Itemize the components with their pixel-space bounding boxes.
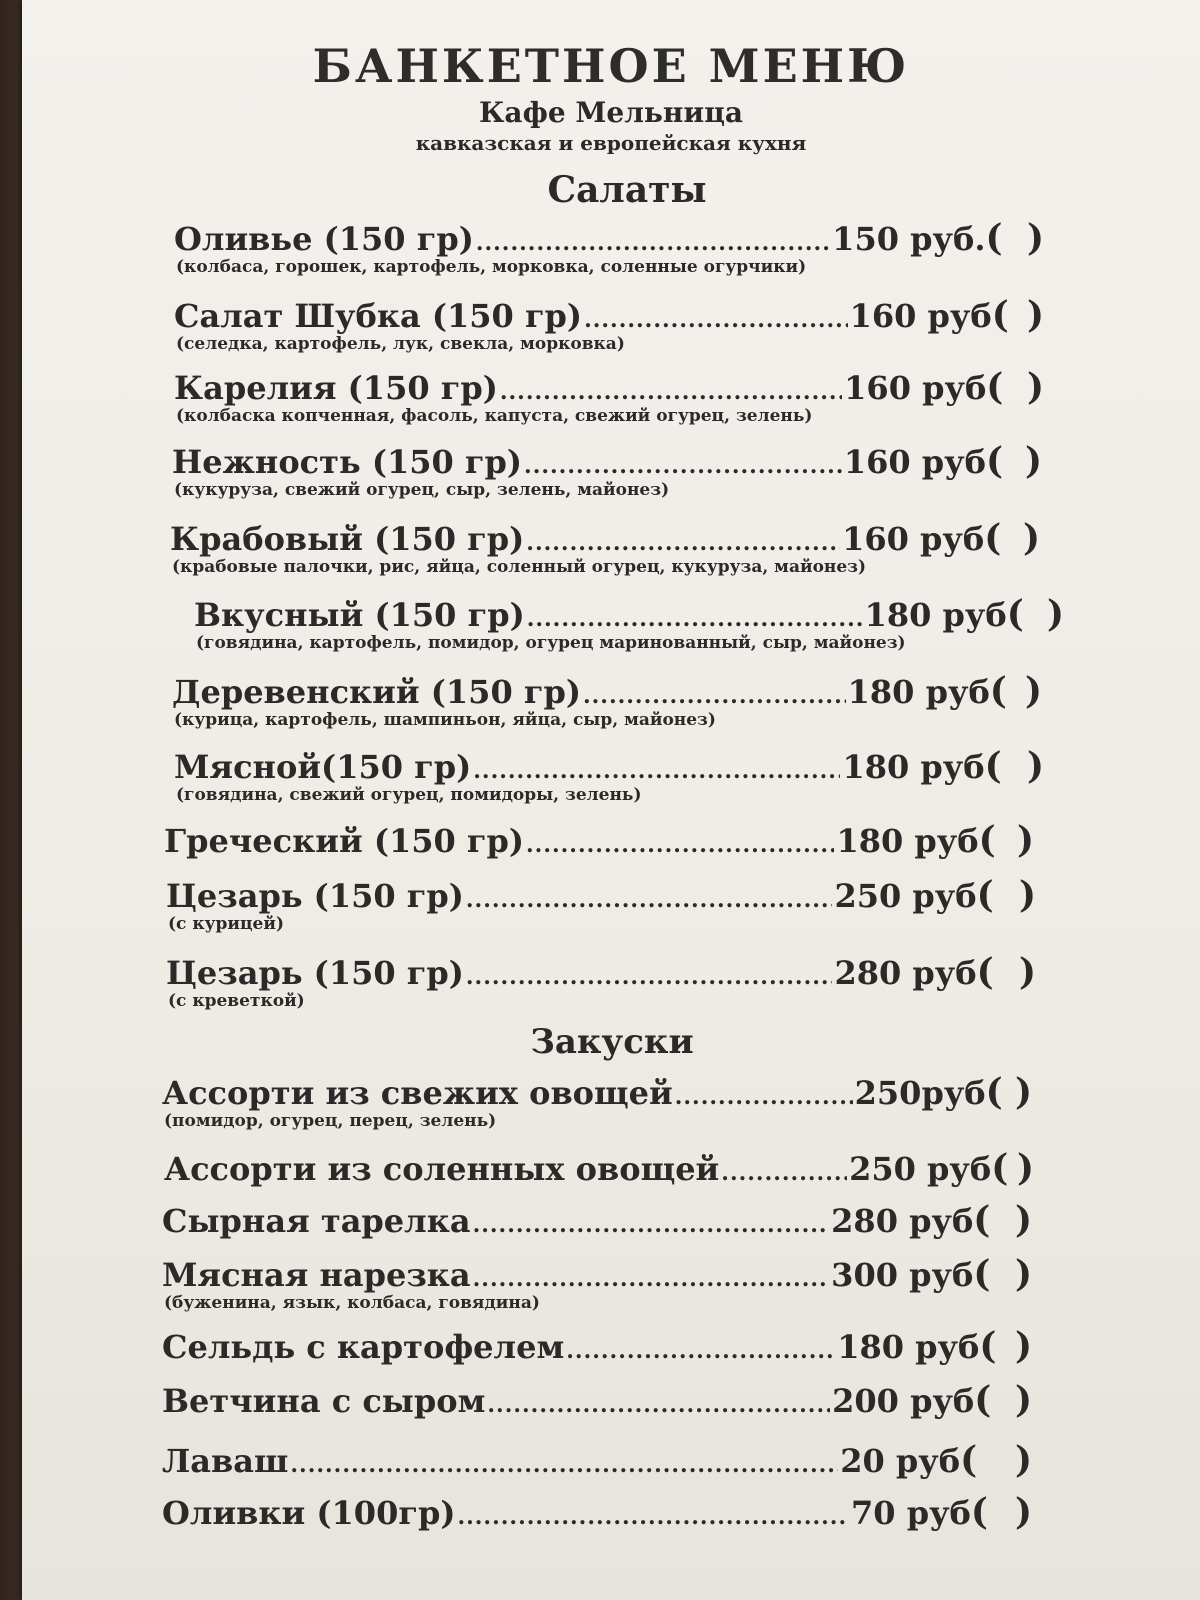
salad-item-description: (курица, картофель, шампиньон, яйца, сыр, майонез) [174,710,716,730]
salad-item-name: Оливье (150 гр) [174,220,474,258]
snack-item-row [162,1492,1032,1537]
snack-item-row [164,1148,1034,1193]
dot-leader [473,1205,830,1245]
quantity-paren-open: ( [979,1325,997,1367]
quantity-paren-open: ( [985,1071,1003,1113]
snack-item [162,1326,1032,1371]
salad-item [172,441,1042,500]
snack-item-description: (помидор, огурец, перец, зелень) [164,1111,497,1131]
quantity-paren-open: ( [973,1199,991,1241]
snack-item-price: 280 руб [831,1202,974,1240]
salad-item-name: Цезарь (150 гр) [166,954,464,992]
salad-item-price: 160 руб [844,369,987,407]
quantity-paren-open: ( [991,294,1009,336]
salad-item-description: (колбаска копченная, фасоль, капуста, свежий огурец, зелень) [176,406,813,426]
salad-item-description: (говядина, картофель, помидор, огурец маринованный, сыр, майонез) [196,633,906,653]
quantity-paren-open: ( [989,670,1007,712]
snack-item-name: Лаваш [162,1442,289,1480]
salad-item-price: 160 руб [842,520,985,558]
snack-item-price: 180 руб [837,1328,980,1366]
snack-item-row [162,1380,1032,1425]
quantity-paren-open: ( [984,745,1002,787]
snack-item [162,1254,1032,1313]
salad-item [174,367,1044,426]
salad-item [194,594,1064,653]
snacks-heading: Закуски [530,1022,694,1062]
salad-item-name: Цезарь (150 гр) [166,877,464,915]
salad-item-description: (кукуруза, свежий огурец, сыр, зелень, майонез) [174,480,670,500]
quantity-paren-close: ) [1026,294,1044,336]
cafe-name: Кафе Мельница [478,96,744,129]
salad-item-description: (говядина, свежий огурец, помидоры, зелень) [176,785,642,805]
snack-item-price: 20 руб [840,1442,961,1480]
quantity-paren-open: ( [976,874,994,916]
salad-item-price: 160 руб [849,297,992,335]
salad-item-name: Вкусный (150 гр) [194,596,525,634]
dot-leader [466,957,833,997]
dot-leader [721,1153,847,1193]
salads-heading: Салаты [547,169,707,211]
salad-item [172,671,1042,730]
snack-item-description: (буженина, язык, колбаса, говядина) [164,1293,540,1313]
snack-item [162,1492,1032,1537]
snack-item-name: Мясная нарезка [162,1256,471,1294]
snack-item-row [162,1326,1032,1371]
snack-item-name: Сырная тарелка [162,1202,471,1240]
quantity-paren-close: ) [1026,217,1044,259]
snack-item-price: 250 руб [849,1150,992,1188]
quantity-paren-close: ) [1014,1199,1032,1241]
dot-leader [675,1077,853,1117]
snack-item-name: Ветчина с сыром [162,1382,486,1420]
salad-item-description: (селедка, картофель, лук, свекла, морковка) [176,334,625,354]
snack-item [162,1380,1032,1425]
quantity-paren-close: ) [1024,440,1042,482]
snack-item-price: 300 руб [831,1256,974,1294]
quantity-paren-open: ( [976,951,994,993]
snack-item-name: Сельдь с картофелем [162,1328,565,1366]
quantity-paren-close: ) [1022,517,1040,559]
quantity-paren-open: ( [970,1491,988,1533]
snack-item-price: 70 руб [851,1494,971,1532]
dot-leader [466,880,833,920]
salad-item-description: (с креветкой) [168,991,305,1011]
quantity-paren-close: ) [1014,1439,1032,1481]
salad-item-price: 250 руб [834,877,977,915]
salad-item-price: 180 руб [842,748,985,786]
quantity-paren-open: ( [984,517,1002,559]
snack-item [162,1200,1032,1245]
salad-item-name: Греческий (150 гр) [164,822,525,860]
salad-item [174,218,1044,277]
menu-sheet [22,0,1200,1600]
quantity-paren-open: ( [1006,593,1024,635]
salad-item [170,518,1040,577]
menu-title: БАНКЕТНОЕ МЕНЮ [312,39,910,93]
salad-item-price: 180 руб [864,596,1007,634]
salad-item-price: 180 руб [847,673,990,711]
salad-item-row [166,875,1036,920]
quantity-paren-close: ) [1026,745,1044,787]
salad-item-row [164,820,1034,865]
quantity-paren-open: ( [960,1439,978,1481]
quantity-paren-close: ) [1014,1379,1032,1421]
dot-leader [457,1497,849,1537]
salad-item-name: Деревенский (150 гр) [172,673,581,711]
snack-item [164,1148,1034,1193]
quantity-paren-close: ) [1014,1325,1032,1367]
salad-item-name: Нежность (150 гр) [172,443,523,481]
dot-leader [566,1331,835,1371]
quantity-paren-open: ( [986,366,1004,408]
snack-item-name: Оливки (100гр) [162,1494,456,1532]
quantity-paren-open: ( [974,1379,992,1421]
quantity-paren-close: ) [1014,1071,1032,1113]
quantity-paren-open: ( [978,819,996,861]
salad-item [174,746,1044,805]
dot-leader [487,1385,830,1425]
salad-item-name: Салат Шубка (150 гр) [174,297,583,335]
quantity-paren-close: ) [1026,366,1044,408]
dot-leader [526,825,834,865]
salad-item-name: Крабовый (150 гр) [170,520,525,558]
salad-item [166,952,1036,1011]
salad-item-description: (с курицей) [168,914,284,934]
quantity-paren-open: ( [985,217,1003,259]
quantity-paren-open: ( [991,1147,1009,1189]
quantity-paren-close: ) [1024,670,1042,712]
snack-item-price: 250руб [854,1074,986,1112]
snack-item-name: Ассорти из свежих овощей [162,1074,673,1112]
menu-header [22,0,1200,156]
salad-item-price: 150 руб. [832,220,986,258]
quantity-paren-close: ) [1018,874,1036,916]
quantity-paren-open: ( [985,440,1004,482]
salad-item [166,875,1036,934]
quantity-paren-open: ( [973,1253,991,1295]
quantity-paren-close: ) [1016,1147,1034,1189]
salad-item-name: Мясной(150 гр) [174,748,472,786]
snack-item [162,1072,1032,1131]
salad-item [164,820,1034,865]
salad-item-description: (колбаса, горошек, картофель, морковка, соленные огурчики) [176,257,807,277]
salad-item-name: Карелия (150 гр) [174,369,498,407]
snack-item-name: Ассорти из соленных овощей [164,1150,720,1188]
snack-item [162,1440,1032,1485]
snack-item-row [162,1440,1032,1485]
cuisine-tagline: кавказская и европейская кухня [415,131,807,155]
quantity-paren-close: ) [1014,1491,1032,1533]
quantity-paren-close: ) [1018,951,1036,993]
quantity-paren-close: ) [1014,1253,1032,1295]
salad-item-description: (крабовые палочки, рис, яйца, соленный огурец, кукуруза, майонез) [172,557,867,577]
snack-item-price: 200 руб [832,1382,975,1420]
quantity-paren-close: ) [1046,593,1064,635]
salad-item-price: 160 руб [843,443,986,481]
salad-item-price: 280 руб [834,954,977,992]
salad-item-price: 180 руб [836,822,979,860]
dot-leader [290,1445,838,1485]
salad-item [174,295,1044,354]
snack-item-row [162,1200,1032,1245]
quantity-paren-close: ) [1016,819,1034,861]
